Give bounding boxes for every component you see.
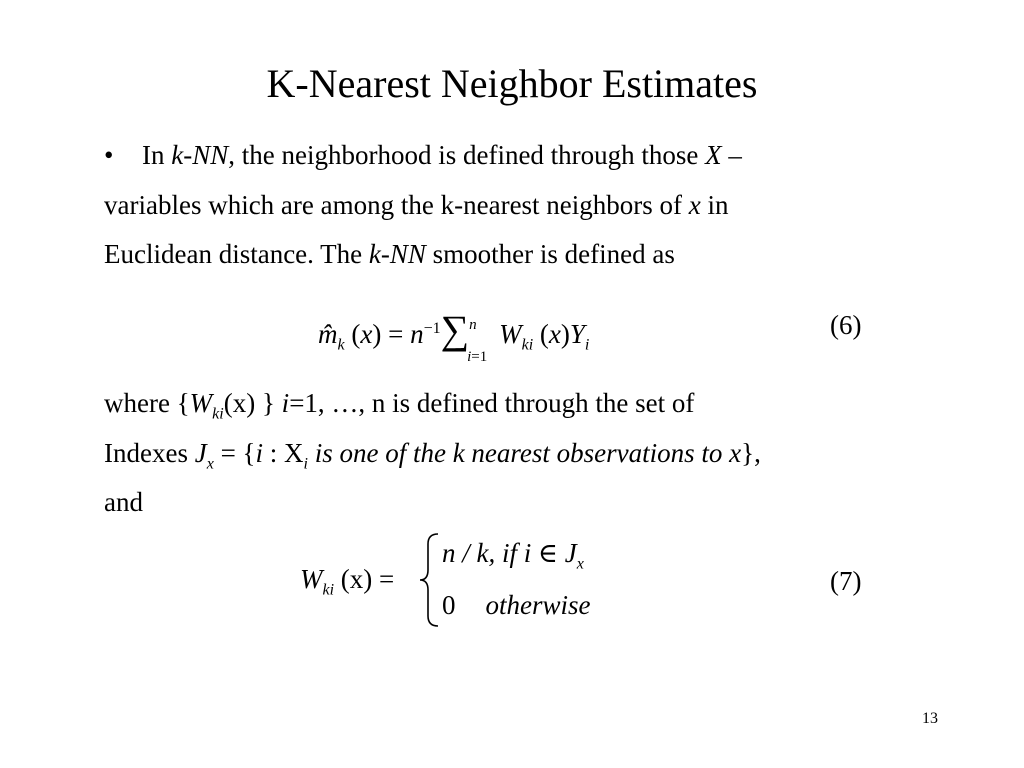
equation-7-case2	[442, 590, 591, 621]
para2-line3: and	[104, 487, 143, 517]
text: ki	[322, 581, 335, 599]
text: },	[741, 438, 761, 468]
text: = {	[213, 438, 256, 468]
para1-line3	[104, 237, 675, 271]
para2-line1	[104, 386, 694, 431]
text: x	[206, 455, 214, 473]
page-number: 13	[922, 710, 938, 727]
equation-7-lhs	[300, 564, 394, 599]
text: W	[189, 388, 213, 418]
slide-title: K-Nearest Neighbor Estimates	[266, 61, 758, 106]
text: 0	[442, 590, 456, 620]
text: (x) }	[223, 388, 282, 418]
text: variables which are among the k-nearest neighbors of	[104, 190, 689, 220]
text: : X	[263, 438, 304, 468]
para2-line2	[104, 436, 761, 481]
text: –	[721, 140, 742, 170]
para1-line1	[142, 138, 742, 172]
text: J	[194, 438, 207, 468]
equation-7-case1	[442, 538, 584, 573]
equation-6-number: (6)	[830, 310, 862, 340]
text: In	[142, 140, 172, 170]
text: X	[705, 140, 722, 170]
equation-7-number: (7)	[830, 566, 862, 596]
text: (x) =	[340, 564, 395, 594]
text: i	[281, 388, 290, 418]
para1-line2	[104, 188, 729, 222]
text: is one of the k nearest observations to x	[307, 438, 742, 468]
text: smoother is defined as	[425, 239, 675, 269]
text: , the neighborhood is defined through those	[228, 140, 706, 170]
text: n / k, if i ∈ J	[442, 538, 577, 568]
text: Euclidean distance. The	[104, 239, 369, 269]
text: in	[700, 190, 729, 220]
left-brace-icon	[418, 530, 442, 630]
equation-6: $m̂_k$ $(x) = n^{-1}\sum$ n i=1 $W_{ki}$ $(x)Y_i$	[318, 307, 590, 365]
text: x	[576, 555, 584, 573]
text: Indexes	[104, 438, 195, 468]
text: =1, …, n is defined through the set of	[289, 388, 695, 418]
text: W	[300, 564, 323, 594]
text: x	[688, 190, 701, 220]
text: otherwise	[485, 590, 591, 620]
text: k-NN	[368, 239, 426, 269]
text: i	[255, 438, 264, 468]
bullet-marker: •	[104, 140, 114, 170]
text: k-NN	[171, 140, 229, 170]
text: i	[303, 455, 308, 473]
text: ki	[212, 405, 224, 423]
text: where {	[104, 388, 190, 418]
